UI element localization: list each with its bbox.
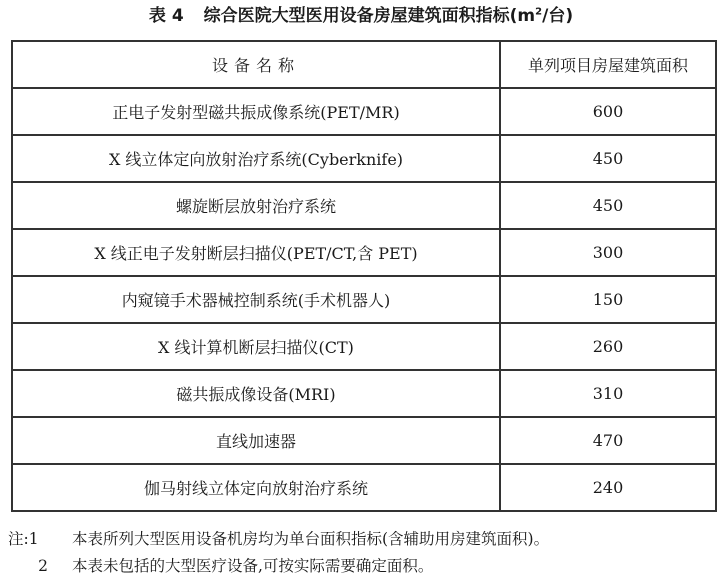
equipment-cell: X 线立体定向放射治疗系统(Cyberknife) bbox=[12, 135, 500, 182]
equipment-cell: 螺旋断层放射治疗系统 bbox=[12, 182, 500, 229]
equipment-cell: 内窥镜手术器械控制系统(手术机器人) bbox=[12, 276, 500, 323]
table-row bbox=[12, 182, 716, 229]
area-cell: 600 bbox=[500, 88, 716, 135]
unit-superscript: 2 bbox=[535, 6, 543, 18]
note-prefix: 2 bbox=[38, 557, 48, 575]
table-row bbox=[12, 135, 716, 182]
table-row bbox=[12, 370, 716, 417]
area-cell: 450 bbox=[500, 135, 716, 182]
equipment-cell: 磁共振成像设备(MRI) bbox=[12, 370, 500, 417]
table-number: 表 4 bbox=[148, 6, 184, 26]
note-prefix: 注:1 bbox=[8, 530, 39, 548]
table-caption bbox=[0, 4, 722, 28]
table-row bbox=[12, 88, 716, 135]
table-row bbox=[12, 464, 716, 511]
header-equipment-name: 设备名称 bbox=[12, 41, 500, 88]
area-cell: 310 bbox=[500, 370, 716, 417]
unit-suffix: /台) bbox=[542, 6, 574, 26]
table-row bbox=[12, 276, 716, 323]
equipment-cell: 直线加速器 bbox=[12, 417, 500, 464]
table-header-row bbox=[12, 41, 716, 88]
area-cell: 150 bbox=[500, 276, 716, 323]
table-row bbox=[12, 417, 716, 464]
equipment-cell: 正电子发射型磁共振成像系统(PET/MR) bbox=[12, 88, 500, 135]
note-line bbox=[8, 553, 720, 580]
area-cell: 470 bbox=[500, 417, 716, 464]
area-cell: 240 bbox=[500, 464, 716, 511]
table-row bbox=[12, 323, 716, 370]
area-cell: 450 bbox=[500, 182, 716, 229]
table-body bbox=[12, 88, 716, 511]
equipment-cell: X 线计算机断层扫描仪(CT) bbox=[12, 323, 500, 370]
table-row bbox=[12, 229, 716, 276]
note-text: 本表所列大型医用设备机房均为单台面积指标(含辅助用房建筑面积)。 bbox=[72, 530, 550, 548]
equipment-cell: 伽马射线立体定向放射治疗系统 bbox=[12, 464, 500, 511]
table-notes bbox=[8, 526, 720, 580]
equipment-cell: X 线正电子发射断层扫描仪(PET/CT,含 PET) bbox=[12, 229, 500, 276]
note-text: 本表未包括的大型医疗设备,可按实际需要确定面积。 bbox=[72, 557, 434, 575]
area-cell: 260 bbox=[500, 323, 716, 370]
note-line bbox=[8, 526, 720, 553]
header-building-area: 单列项目房屋建筑面积 bbox=[500, 41, 716, 88]
area-cell: 300 bbox=[500, 229, 716, 276]
table-title: 综合医院大型医用设备房屋建筑面积指标(m bbox=[203, 6, 536, 26]
equipment-area-table bbox=[11, 40, 717, 512]
